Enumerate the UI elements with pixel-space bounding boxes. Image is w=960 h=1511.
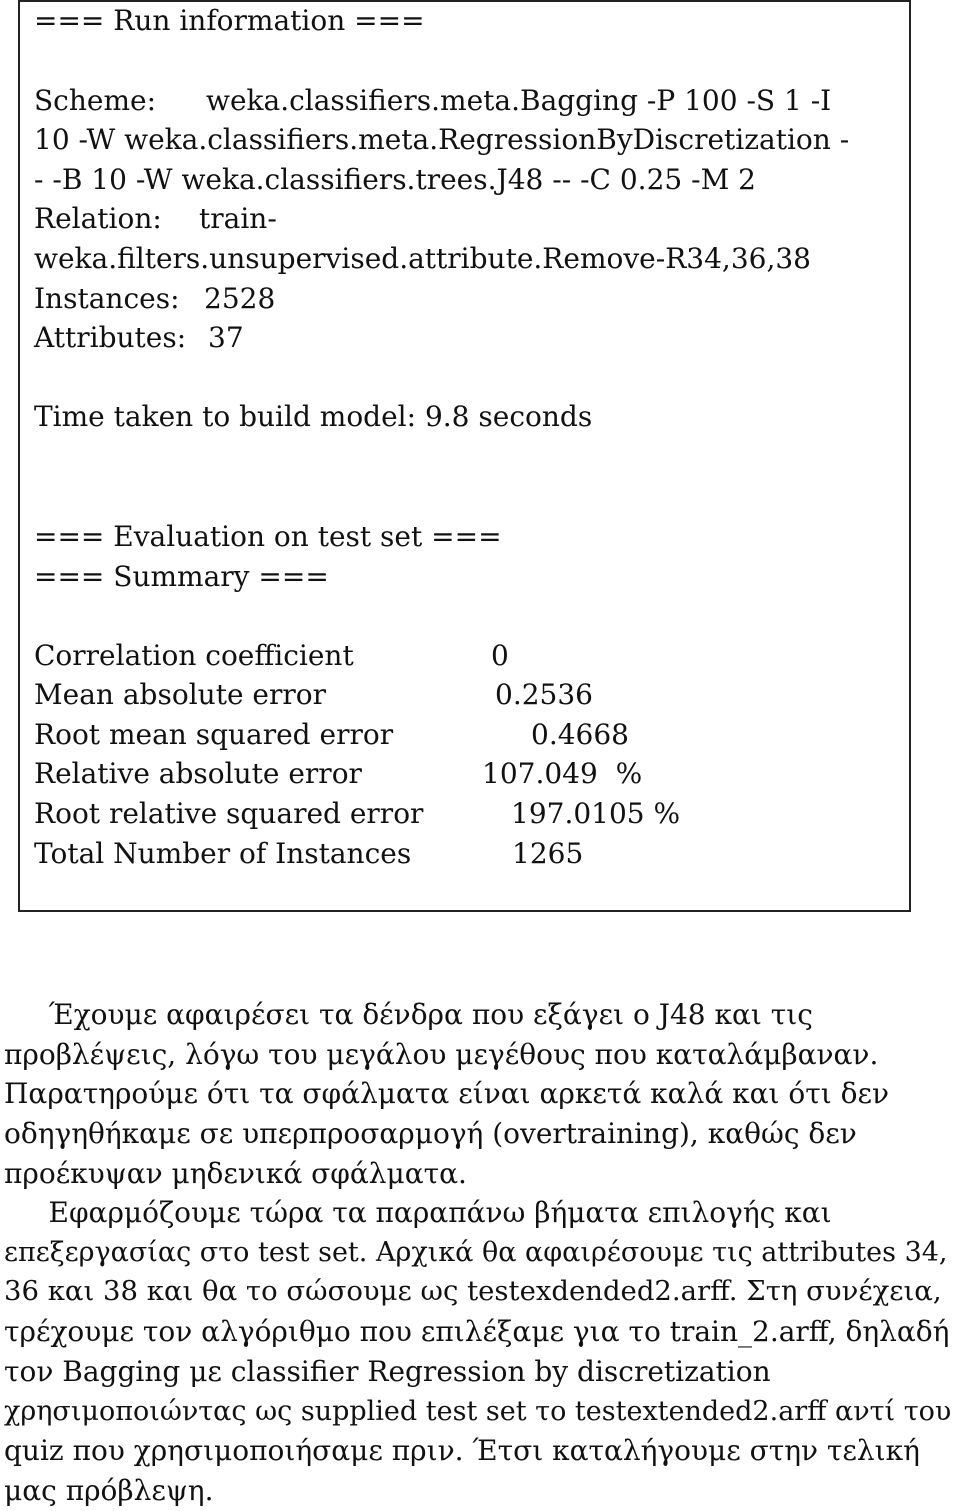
metric-label-mae: Mean absolute error: [34, 678, 327, 711]
run-information-header: === Run information ===: [34, 4, 425, 37]
relation-value-line-2: weka.filters.unsupervised.attribute.Remove-R34,36,38: [34, 242, 811, 275]
scheme-value-line-3: - -B 10 -W weka.classifiers.trees.J48 -- -C 0.25 -M 2: [34, 163, 756, 196]
relation-label: Relation:: [34, 202, 162, 235]
metric-label-rrse: Root relative squared error: [34, 797, 424, 830]
paragraph-line: τρέχουμε τον αλγόριθμο που επιλέξαμε για το train_2.arff, δηλαδή: [4, 1315, 950, 1349]
time-taken-line: Time taken to build model: 9.8 seconds: [34, 400, 593, 433]
paragraph-line: μας πρόβλεψη.: [4, 1473, 214, 1507]
paragraph-line: 36 και 38 και θα το σώσουμε ως testexdended2.arff. Στη συνέχεια,: [4, 1275, 942, 1308]
metric-label-rmse: Root mean squared error: [34, 718, 394, 751]
paragraph-line: Έχουμε αφαιρέσει τα δένδρα που εξάγει ο J48 και τις: [4, 998, 813, 1031]
paragraph-line: Εφαρμόζουμε τώρα τα παραπάνω βήματα επιλογής και: [4, 1196, 832, 1229]
scheme-label: Scheme:: [34, 84, 157, 117]
paragraph-line: χρησιμοποιώντας ως supplied test set το testextended2.arff αντί του: [4, 1395, 952, 1427]
metric-value-rmse: 0.4668: [531, 718, 629, 751]
metric-label-rae: Relative absolute error: [34, 757, 362, 790]
scheme-value-line-2: 10 -W weka.classifiers.meta.RegressionByDiscretization -: [34, 123, 850, 156]
evaluation-header: === Evaluation on test set ===: [34, 520, 502, 553]
paragraph-line: προέκυψαν μηδενικά σφάλματα.: [4, 1156, 467, 1190]
instances-label: Instances:: [34, 282, 180, 315]
relation-value-line-1: train-: [199, 202, 277, 235]
metric-label-correlation: Correlation coefficient: [34, 639, 354, 672]
paragraph-line: τον Bagging με classifier Regression by discretization: [4, 1354, 771, 1388]
paragraph-line: Παρατηρούμε ότι τα σφάλματα είναι αρκετά καλά και ότι δεν: [4, 1077, 890, 1111]
summary-header: === Summary ===: [34, 560, 329, 593]
commentary-paragraph-1: [4, 995, 956, 1194]
paragraph-line: επεξεργασίας στο test set. Αρχικά θα αφαιρέσουμε τις attributes 34,: [4, 1236, 948, 1268]
metric-value-correlation: 0: [491, 639, 509, 672]
paragraph-line: οδηγηθήκαμε σε υπερπροσαρμογή (overtraining), καθώς δεν: [4, 1117, 857, 1151]
scheme-value-line-1: weka.classifiers.meta.Bagging -P 100 -S 1 -I: [206, 84, 832, 117]
paragraph-line: προβλέψεις, λόγω του μεγάλου μεγέθους που καταλάμβαναν.: [4, 1037, 879, 1071]
attributes-value: 37: [208, 321, 244, 354]
metric-value-rrse: 197.0105 %: [511, 797, 681, 830]
paragraph-line: quiz που χρησιμοποιήσαμε πριν. Έτσι καταλήγουμε στην τελική: [4, 1434, 920, 1468]
metric-label-total-instances: Total Number of Instances: [34, 837, 412, 870]
metric-value-total-instances: 1265: [512, 837, 584, 870]
commentary-paragraph-2: [4, 1193, 956, 1511]
attributes-label: Attributes:: [34, 321, 187, 354]
instances-value: 2528: [204, 282, 276, 315]
metric-value-rae: 107.049 %: [482, 757, 643, 790]
metric-value-mae: 0.2536: [495, 678, 593, 711]
